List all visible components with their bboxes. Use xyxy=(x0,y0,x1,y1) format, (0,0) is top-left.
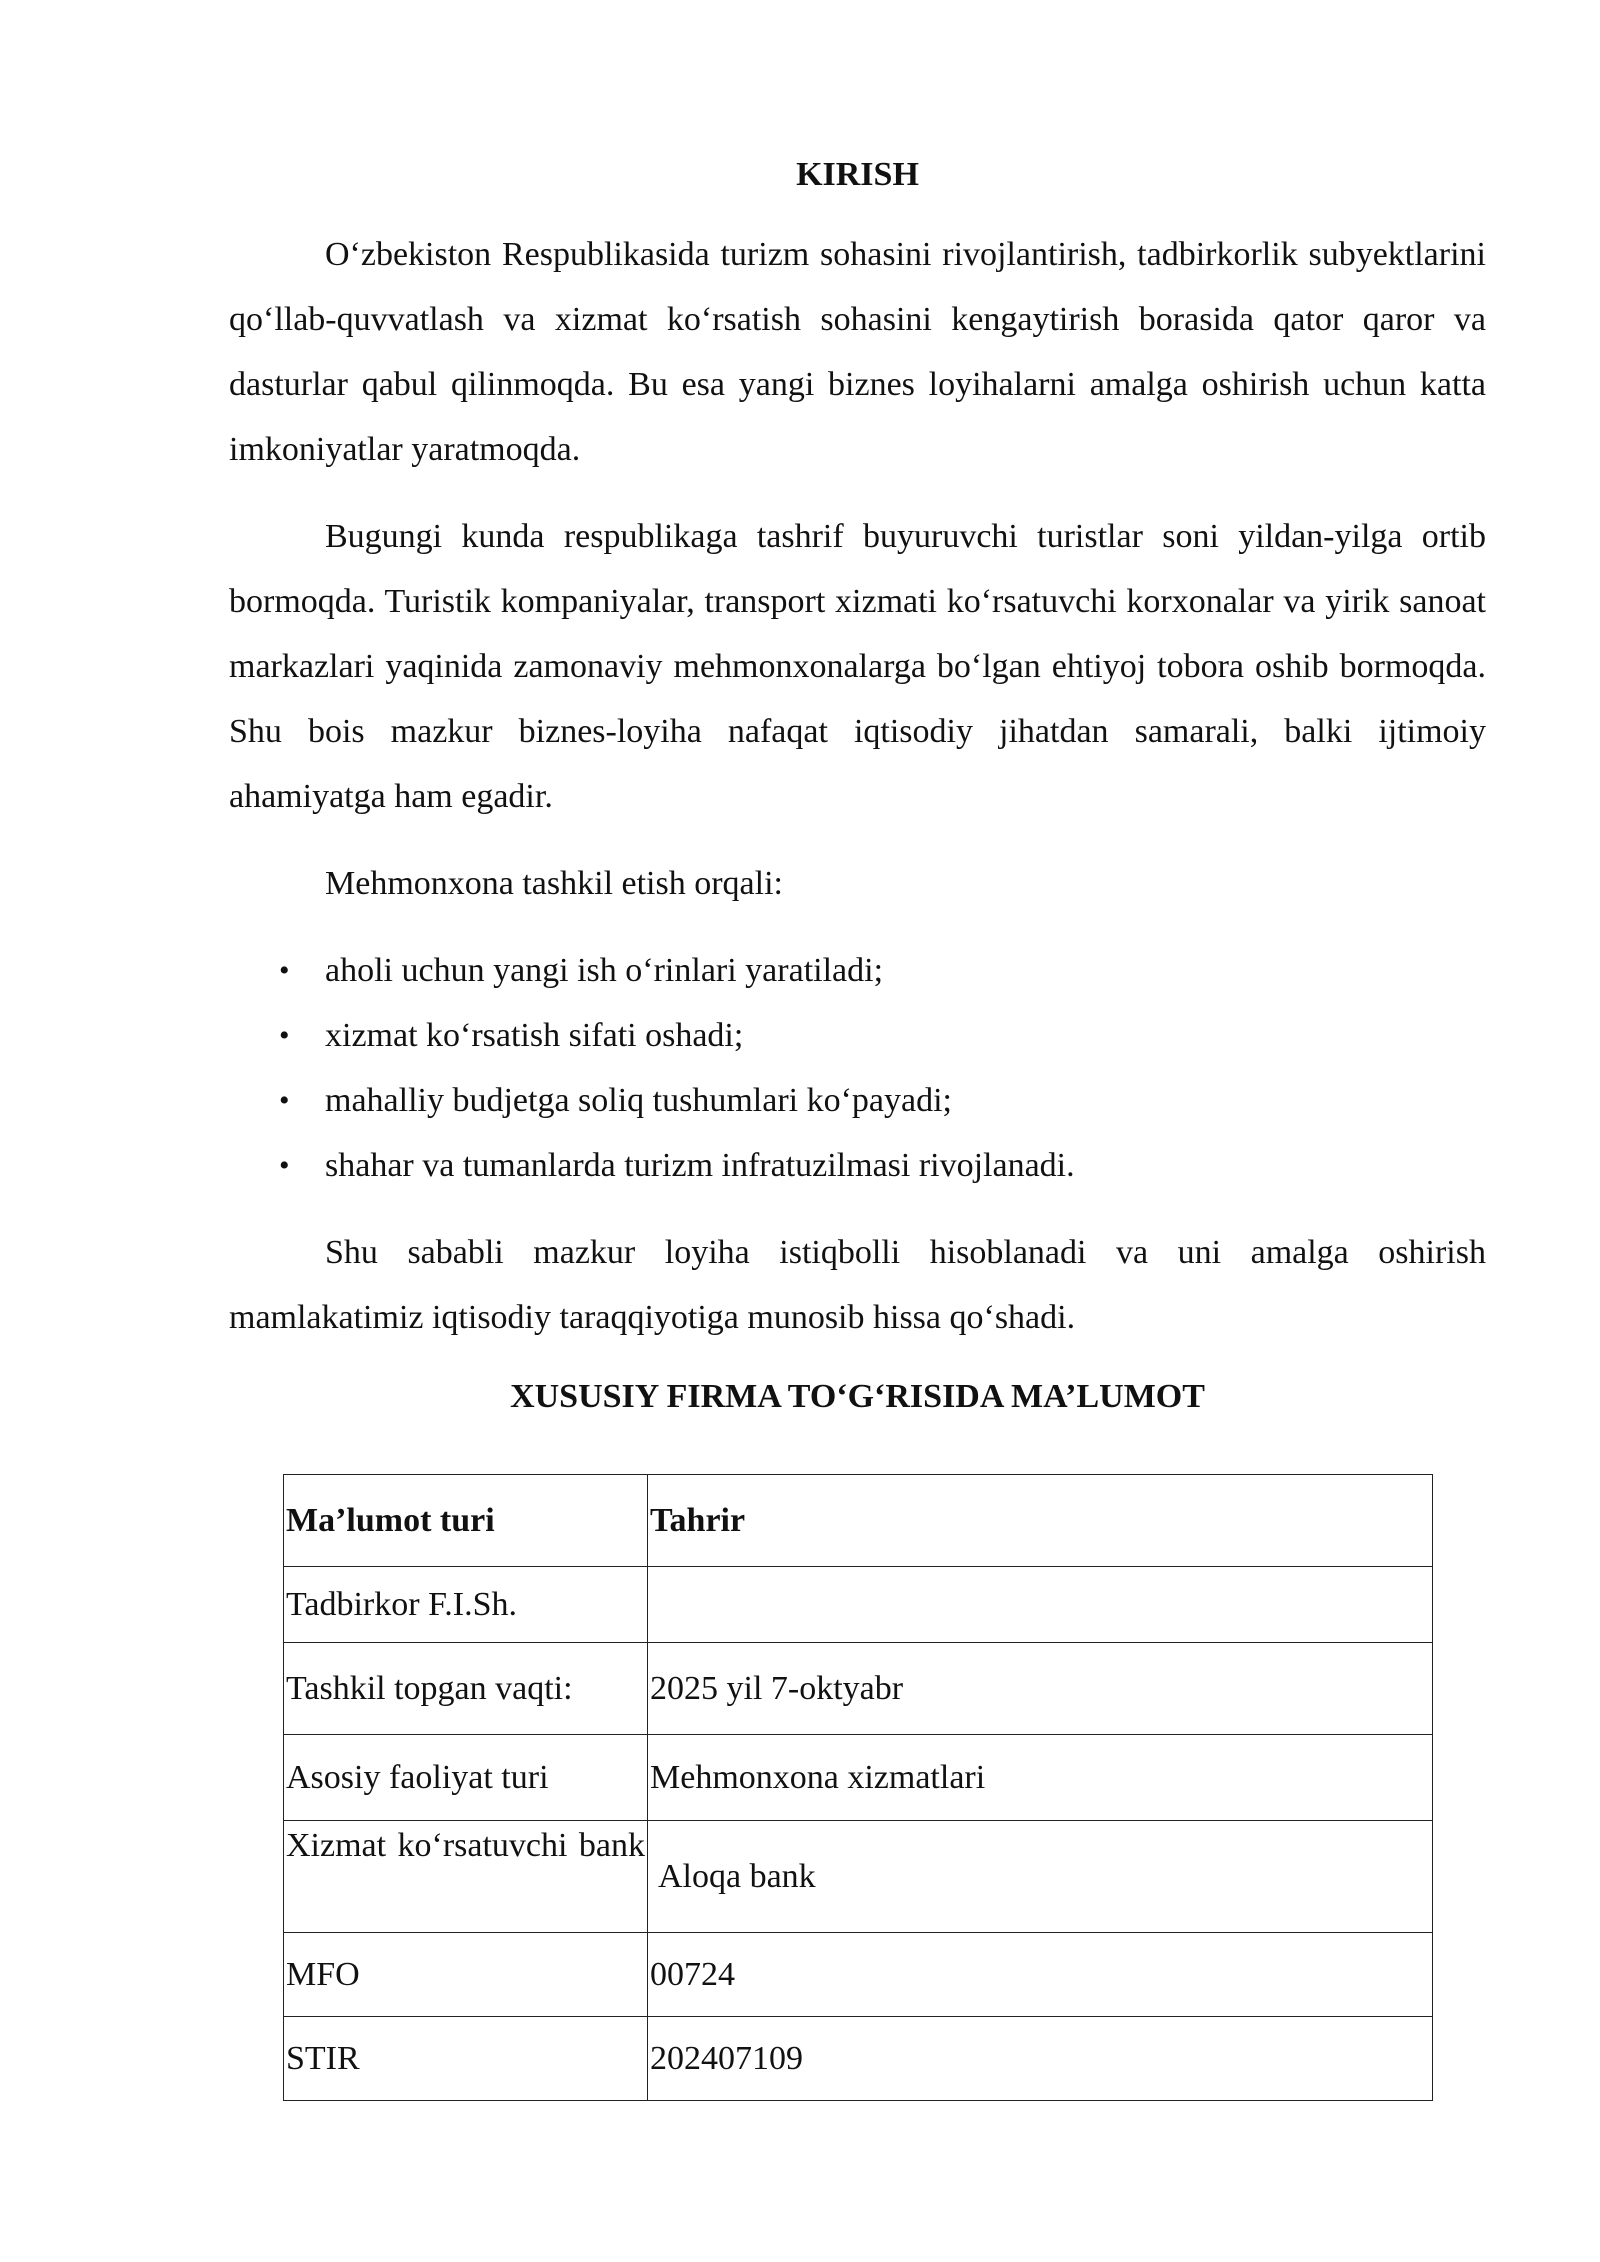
table-cell-value: Mehmonxona xizmatlari xyxy=(648,1735,1433,1821)
table-row xyxy=(284,1735,1433,1821)
list-item xyxy=(229,938,1486,1003)
paragraph-2: Bugungi kunda respublikaga tashrif buyuruvchi turistlar soni yildan-yilga ortib bormoqda. Turistik kompaniyalar, transport xizmati ko‘rsatuvchi korxonalar va yirik sanoat markazlari yaqinida zamonaviy mehmonxonalarga bo‘lgan ehtiyoj tobora oshib bormoqda. Shu bois mazkur biznes-loyiha nafaqat iqtisodiy jihatdan samarali, balki ijtimoiy ahamiyatga ham egadir. xyxy=(229,518,1486,815)
list-item xyxy=(229,1133,1486,1198)
table-cell-value xyxy=(648,1567,1433,1643)
table-cell-value: 202407109 xyxy=(648,2017,1433,2101)
list-item xyxy=(229,1068,1486,1133)
list-item-text: mahalliy budjetga soliq tushumlari ko‘payadi; xyxy=(325,1082,952,1119)
bullet-icon: • xyxy=(279,1019,290,1052)
bullet-list xyxy=(229,938,1486,1198)
table-cell-label: Asosiy faoliyat turi xyxy=(284,1735,648,1821)
table-cell-value: 00724 xyxy=(648,1933,1433,2017)
firm-section-title: XUSUSIY FIRMA TO‘G‘RISIDA MA’LUMOT xyxy=(510,1378,1205,1415)
table-header-cell: Ma’lumot turi xyxy=(284,1475,648,1567)
list-item xyxy=(229,1003,1486,1068)
section-title: KIRISH xyxy=(796,156,919,193)
paragraph-1: O‘zbekiston Respublikasida turizm sohasini rivojlantirish, tadbirkorlik subyektlarini qo‘llab-quvvatlash va xizmat ko‘rsatish sohasini kengaytirish borasida qator qaror va dasturlar qabul qilinmoqda. Bu esa yangi biznes loyihalarni amalga oshirish uchun katta imkoniyatlar yaratmoqda. xyxy=(229,236,1486,468)
table-cell-value: Aloqa bank xyxy=(648,1821,1433,1933)
table-header-row xyxy=(284,1475,1433,1567)
list-item-text: aholi uchun yangi ish o‘rinlari yaratiladi; xyxy=(325,952,884,989)
list-item-text: xizmat ko‘rsatish sifati oshadi; xyxy=(325,1017,744,1054)
table-cell-label: MFO xyxy=(284,1933,648,2017)
table-row xyxy=(284,1643,1433,1735)
table-cell-label: STIR xyxy=(284,2017,648,2101)
closing-paragraph: Shu sababli mazkur loyiha istiqbolli hisoblanadi va uni amalga oshirish mamlakatimiz iqtisodiy taraqqiyotiga munosib hissa qo‘shadi. xyxy=(229,1234,1486,1336)
table-row xyxy=(284,2017,1433,2101)
table-cell-label: Tashkil topgan vaqti: xyxy=(284,1643,648,1735)
table-row xyxy=(284,1821,1433,1933)
table-row xyxy=(284,1933,1433,2017)
table-cell-label: Xizmat ko‘rsatuvchi bank xyxy=(284,1821,648,1933)
bullet-icon: • xyxy=(279,954,290,987)
table-header-cell: Tahrir xyxy=(648,1475,1433,1567)
document-body xyxy=(229,150,1486,1444)
firm-info-table xyxy=(283,1474,1433,2101)
bullet-icon: • xyxy=(279,1084,290,1117)
bullet-icon: • xyxy=(279,1149,290,1182)
table-cell-value: 2025 yil 7-oktyabr xyxy=(648,1643,1433,1735)
paragraph-3: Mehmonxona tashkil etish orqali: xyxy=(325,865,783,902)
table-row xyxy=(284,1567,1433,1643)
table-cell-label: Tadbirkor F.I.Sh. xyxy=(284,1567,648,1643)
list-item-text: shahar va tumanlarda turizm infratuzilmasi rivojlanadi. xyxy=(325,1147,1075,1184)
